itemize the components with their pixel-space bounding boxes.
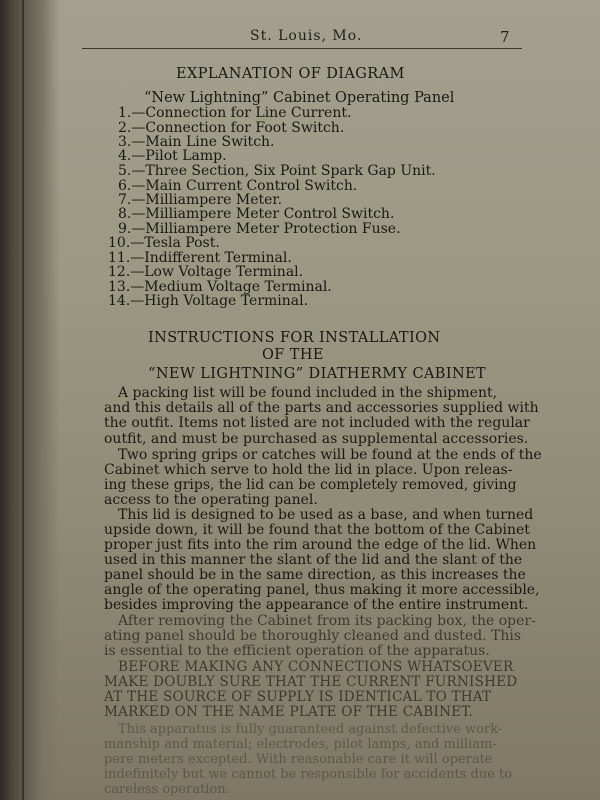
legend-item: 3.—Main Line Switch. <box>118 134 275 150</box>
header-rule <box>82 48 522 49</box>
body-line: access to the operating panel. <box>104 492 318 508</box>
explanation-subtitle: “New Lightning” Cabinet Operating Panel <box>144 90 455 106</box>
book-spine-edge <box>22 0 24 800</box>
guarantee-line: This apparatus is fully guaranteed against defective work- <box>118 722 503 737</box>
book-spine-shadow <box>0 0 60 800</box>
body-line: the outfit. Items not listed are not included with the regular <box>104 415 530 431</box>
body-line: and this details all of the parts and accessories supplied with <box>104 400 539 416</box>
body-line: Two spring grips or catches will be found at the ends of the <box>118 447 542 463</box>
instructions-title: INSTRUCTIONS FOR INSTALLATION <box>148 330 441 346</box>
body-line: used in this manner the slant of the lid and the slant of the <box>104 552 523 568</box>
warning-line: MARKED ON THE NAME PLATE OF THE CABINET. <box>104 704 474 720</box>
legend-item: 10.—Tesla Post. <box>108 235 220 251</box>
body-line: ating panel should be thoroughly cleaned and dusted. This <box>104 628 522 644</box>
legend-item: 9.—Milliampere Meter Protection Fuse. <box>118 221 401 237</box>
body-line: upside down, it will be found that the bottom of the Cabinet <box>104 522 530 538</box>
explanation-title: EXPLANATION OF DIAGRAM <box>176 66 405 82</box>
warning-line: BEFORE MAKING ANY CONNECTIONS WHATSOEVER <box>118 659 514 675</box>
body-line: outfit, and must be purchased as supplemental accessories. <box>104 431 529 447</box>
body-line: angle of the operating panel, thus making it more accessible, <box>104 582 540 598</box>
legend-item: 14.—High Voltage Terminal. <box>108 293 309 309</box>
instructions-title-of-the: OF THE <box>262 347 324 363</box>
guarantee-line: careless operation. <box>104 782 230 797</box>
body-line: is essential to the efficient operation of the apparatus. <box>104 643 490 659</box>
legend-item: 11.—Indifferent Terminal. <box>108 250 292 266</box>
body-line: ing these grips, the lid can be completely removed, giving <box>104 477 517 493</box>
running-head: St. Louis, Mo. <box>250 28 363 44</box>
body-line: A packing list will be found included in the shipment, <box>118 385 498 401</box>
body-line: Cabinet which serve to hold the lid in place. Upon releas- <box>104 462 513 478</box>
legend-item: 2.—Connection for Foot Switch. <box>118 120 345 136</box>
legend-item: 1.—Connection for Line Current. <box>118 105 352 121</box>
legend-item: 13.—Medium Voltage Terminal. <box>108 279 332 295</box>
body-line: proper just fits into the rim around the edge of the lid. When <box>104 537 537 553</box>
legend-item: 7.—Milliampere Meter. <box>118 192 283 208</box>
page-number: 7 <box>500 28 510 46</box>
guarantee-line: indefinitely but we cannot be responsible for accidents due to <box>104 767 513 782</box>
body-line: This lid is designed to be used as a base, and when turned <box>118 507 534 523</box>
body-line: After removing the Cabinet from its packing box, the oper- <box>118 613 536 629</box>
legend-item: 12.—Low Voltage Terminal. <box>108 264 304 280</box>
legend-item: 6.—Main Current Control Switch. <box>118 178 358 194</box>
legend-item: 8.—Milliampere Meter Control Switch. <box>118 206 395 222</box>
guarantee-line: manship and material; electrodes, pilot lamps, and milliam- <box>104 737 497 752</box>
legend-item: 4.—Pilot Lamp. <box>118 148 227 164</box>
body-line: besides improving the appearance of the entire instrument. <box>104 597 529 613</box>
warning-line: AT THE SOURCE OF SUPPLY IS IDENTICAL TO THAT <box>104 689 492 705</box>
body-line: panel should be in the same direction, as this increases the <box>104 567 526 583</box>
legend-item: 5.—Three Section, Six Point Spark Gap Unit. <box>118 163 436 179</box>
guarantee-line: pere meters excepted. With reasonable care it will operate <box>104 752 493 767</box>
instructions-title-product: “NEW LIGHTNING” DIATHERMY CABINET <box>148 366 487 382</box>
warning-line: MAKE DOUBLY SURE THAT THE CURRENT FURNISHED <box>104 674 518 690</box>
